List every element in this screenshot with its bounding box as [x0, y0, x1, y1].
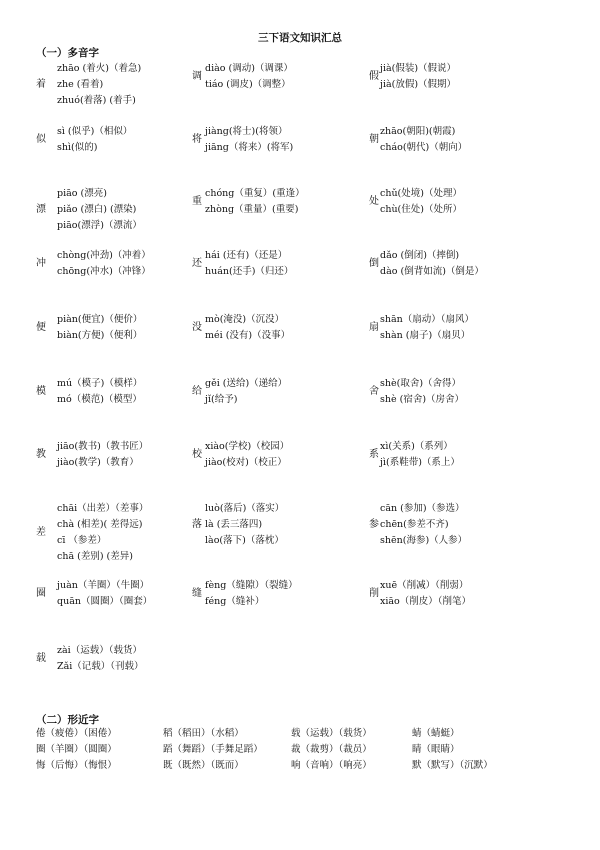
pinyin-line: piāo(漂浮)（漂流）: [57, 220, 142, 231]
polyphonic-character: 系: [369, 449, 379, 460]
similar-char-entry: 圈（羊圈）（圆圈）: [36, 744, 117, 755]
similar-char-entry: 悔（后悔）（悔恨）: [36, 760, 117, 771]
pinyin-line: jiāng（将来）(将军): [205, 142, 294, 153]
pinyin-line: jià(假装)（假说）: [380, 63, 457, 74]
polyphonic-character: 差: [36, 527, 46, 538]
pinyin-line: shēn(海参)（人参）: [380, 535, 468, 546]
pinyin-line: biàn(方便)（便利）: [57, 330, 143, 341]
polyphonic-character: 倒: [369, 258, 379, 269]
pinyin-line: lào(落下)（落枕）: [205, 535, 284, 546]
pinyin-line: chāi（出差）（差事）: [57, 503, 149, 514]
pinyin-line: piàn(便宜)（便价）: [57, 314, 143, 325]
polyphonic-character: 参: [369, 519, 379, 530]
similar-char-entry: 蜻（蜻蜓）: [412, 728, 460, 739]
similar-char-entry: 稻（稻田）（水稻）: [163, 728, 244, 739]
polyphonic-character: 还: [192, 258, 202, 269]
pinyin-line: quān（圆圈）（圈套）: [57, 596, 153, 607]
similar-char-entry: 既（既然）（既而）: [163, 760, 244, 771]
pinyin-line: juàn（羊圈）（牛圈）: [57, 580, 150, 591]
pinyin-line: shān（扇动）（扇风）: [380, 314, 475, 325]
pinyin-line: chà (相差)( 差得远): [57, 519, 143, 530]
pinyin-line: jǐ(给予): [205, 394, 238, 405]
pinyin-line: zhāo(朝阳)(朝霞): [380, 126, 456, 137]
pinyin-line: xiāo（削皮）（削笔）: [380, 596, 472, 607]
pinyin-line: zài（运载）（载货）: [57, 645, 142, 656]
pinyin-line: zhāo (着火)（着急): [57, 63, 142, 74]
pinyin-line: chēn(参差不齐): [380, 519, 449, 530]
pinyin-line: dào (倒背如流)（倒是）: [380, 266, 484, 277]
pinyin-line: cī （参差）: [57, 535, 107, 546]
pinyin-line: fèng（缝隙）（裂缝）: [205, 580, 298, 591]
pinyin-line: chā (差别) (差异): [57, 551, 133, 562]
polyphonic-character: 漂: [36, 204, 46, 215]
pinyin-line: chù(住处)（处所）: [380, 204, 462, 215]
pinyin-line: gěi (送给)（递给）: [205, 378, 288, 389]
polyphonic-character: 模: [36, 386, 46, 397]
pinyin-line: xiào(学校)（校园）: [205, 441, 290, 452]
pinyin-line: jià(放假)（假期）: [380, 79, 457, 90]
pinyin-line: piǎo (漂白) (漂染): [57, 204, 137, 215]
pinyin-line: jiàng(将士)(将领）: [205, 126, 288, 137]
polyphonic-character: 校: [192, 449, 202, 460]
polyphonic-character: 冲: [36, 258, 46, 269]
polyphonic-character: 重: [192, 196, 202, 207]
polyphonic-character: 给: [192, 386, 202, 397]
pinyin-line: mú（模子)（模样）: [57, 378, 143, 389]
pinyin-line: mò(淹没)（沉没）: [205, 314, 285, 325]
page-title: 三下语文知识汇总: [258, 32, 342, 44]
pinyin-line: zhe (看着): [57, 79, 104, 90]
pinyin-line: xì(关系)（系列）: [380, 441, 453, 452]
similar-char-entry: 裁（裁剪）（裁员）: [291, 744, 372, 755]
pinyin-line: tiáo (调皮)（调整）: [205, 79, 291, 90]
polyphonic-character: 缝: [192, 588, 202, 599]
pinyin-line: xuē（削减）（削弱）: [380, 580, 469, 591]
pinyin-line: sì (似乎)（相似）: [57, 126, 133, 137]
pinyin-line: huán(还手)（归还）: [205, 266, 294, 277]
section-polyphonic-heading: （一）多音字: [36, 47, 99, 59]
polyphonic-character: 扇: [369, 322, 379, 333]
polyphonic-character: 载: [36, 653, 46, 664]
similar-char-entry: 睛（眼睛）: [412, 744, 460, 755]
pinyin-line: là (丢三落四): [205, 519, 263, 530]
pinyin-line: chòng(冲劲)（冲着）: [57, 250, 151, 261]
pinyin-line: méi (没有)（没事）: [205, 330, 291, 341]
polyphonic-character: 便: [36, 322, 46, 333]
pinyin-line: jiào(教学)（教育）: [57, 457, 139, 468]
pinyin-line: féng（缝补）: [205, 596, 265, 607]
pinyin-line: zhòng（重量）(重要): [205, 204, 299, 215]
section-similar-heading: （二）形近字: [36, 714, 99, 726]
pinyin-line: cháo(朝代)（朝向）: [380, 142, 468, 153]
polyphonic-character: 处: [369, 196, 379, 207]
polyphonic-character: 朝: [369, 134, 379, 145]
pinyin-line: cān (参加)（参选）: [380, 503, 465, 514]
pinyin-line: shì(似的): [57, 142, 98, 153]
polyphonic-character: 调: [192, 71, 202, 82]
pinyin-line: chóng（重复）(重逢）: [205, 188, 305, 199]
pinyin-line: jiāo(教书)（教书匠）: [57, 441, 149, 452]
polyphonic-character: 着: [36, 79, 46, 90]
pinyin-line: shè (宿舍)（房舍）: [380, 394, 465, 405]
pinyin-line: chǔ(处境)（处理）: [380, 188, 462, 199]
pinyin-line: zhuó(着落) (着手): [57, 95, 136, 106]
pinyin-line: chōng(冲水)（冲锋）: [57, 266, 151, 277]
similar-char-entry: 载（运载）（载货）: [291, 728, 372, 739]
pinyin-line: dǎo (倒闭)（摔倒): [380, 250, 460, 261]
polyphonic-character: 舍: [369, 386, 379, 397]
polyphonic-character: 圈: [36, 588, 46, 599]
pinyin-line: jì(系鞋带)（系上）: [380, 457, 460, 468]
similar-char-entry: 蹈（舞蹈）（手舞足蹈）: [163, 744, 263, 755]
polyphonic-character: 假: [369, 71, 379, 82]
polyphonic-character: 似: [36, 134, 46, 145]
similar-char-entry: 倦（疲倦）（困倦）: [36, 728, 117, 739]
pinyin-line: shè(取舍)（舍得）: [380, 378, 462, 389]
pinyin-line: Zǎi（记载）（刊载）: [57, 661, 144, 672]
pinyin-line: piāo (漂亮): [57, 188, 107, 199]
polyphonic-character: 落: [192, 519, 202, 530]
pinyin-line: hái (还有)（还是）: [205, 250, 288, 261]
pinyin-line: diào (调动)（调课）: [205, 63, 293, 74]
polyphonic-character: 教: [36, 449, 46, 460]
similar-char-entry: 默（默写）（沉默）: [412, 760, 493, 771]
pinyin-line: luò(落后)（落实）: [205, 503, 285, 514]
polyphonic-character: 没: [192, 322, 202, 333]
pinyin-line: jiào(校对)（校正）: [205, 457, 287, 468]
similar-char-entry: 响（音响）（响亮）: [291, 760, 372, 771]
pinyin-line: mó（模范)（模型）: [57, 394, 142, 405]
pinyin-line: shàn (扇子)（扇贝）: [380, 330, 471, 341]
polyphonic-character: 削: [369, 588, 379, 599]
polyphonic-character: 将: [192, 134, 202, 145]
